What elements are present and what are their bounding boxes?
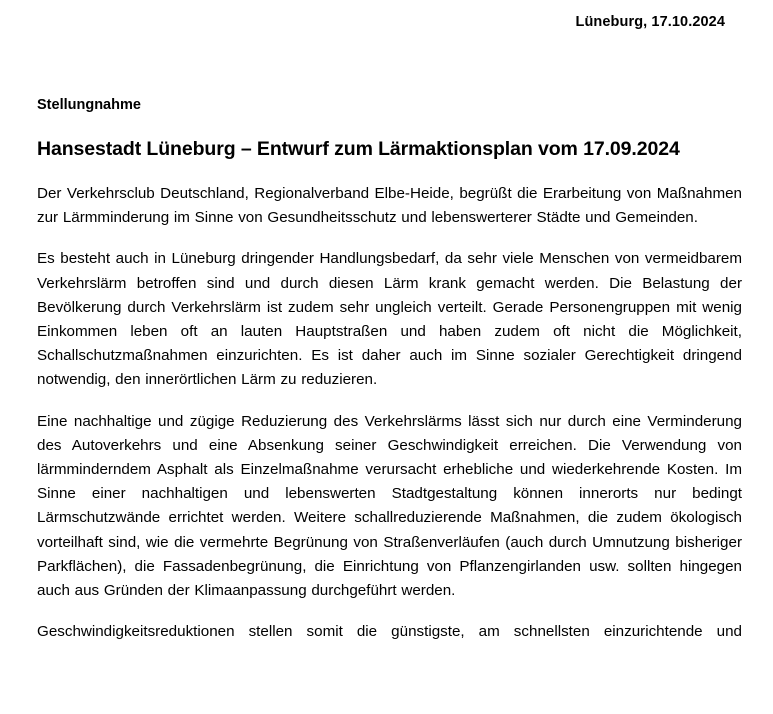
document-body [37, 182, 742, 661]
document-label: Stellungnahme [37, 97, 141, 113]
paragraph: Es besteht auch in Lüneburg dringender Handlungsbedarf, da sehr viele Menschen von vermeidbarem Verkehrslärm betroffen sind und durch diesen Lärm krank gemacht werden. Die Belastung der Bevölkerung durch Verkehrslärm ist zudem sehr ungleich verteilt. Gerade Personengruppen mit wenig Einkommen leben oft an lauten Hauptstraßen und haben zudem oft nicht die Möglichkeit, Schallschutzmaßnahmen einzurichten. Es ist daher auch im Sinne sozialer Gerechtigkeit dringend notwendig, den innerörtlichen Lärm zu reduzieren. [37, 250, 742, 389]
dateline: Lüneburg, 17.10.2024 [575, 14, 725, 30]
document-title: Hansestadt Lüneburg – Entwurf zum Lärmaktionsplan vom 17.09.2024 [37, 138, 680, 160]
paragraph: Geschwindigkeitsreduktionen stellen somit die günstigste, am schnellsten einzurichtende und [37, 623, 742, 641]
paragraph: Der Verkehrsclub Deutschland, Regionalverband Elbe-Heide, begrüßt die Erarbeitung von Maßnahmen zur Lärmminderung im Sinne von Gesundheitsschutz und lebenswerterer Städte und Gemeinden. [37, 185, 742, 227]
paragraph: Eine nachhaltige und zügige Reduzierung des Verkehrslärms lässt sich nur durch eine Verminderung des Autoverkehrs und eine Absenkung seiner Geschwindigkeit erreichen. Die Verwendung von lärmminderndem Asphalt als Einzelmaßnahme verursacht erhebliche und wiederkehrende Kosten. Im Sinne einer nachhaltigen und lebenswerten Stadtgestaltung können innerorts nur bedingt Lärmschutzwände errichtet werden. Weitere schallreduzierende Maßnahmen, die zudem ökologisch vorteilhaft sind, wie die vermehrte Begrünung von Straßenverläufen (auch durch Umnutzung bisheriger Parkflächen), die Fassadenbegrünung, die Einrichtung von Pflanzengirlanden usw. sollten hingegen auch aus Gründen der Klimaanpassung durchgeführt werden. [37, 412, 742, 600]
